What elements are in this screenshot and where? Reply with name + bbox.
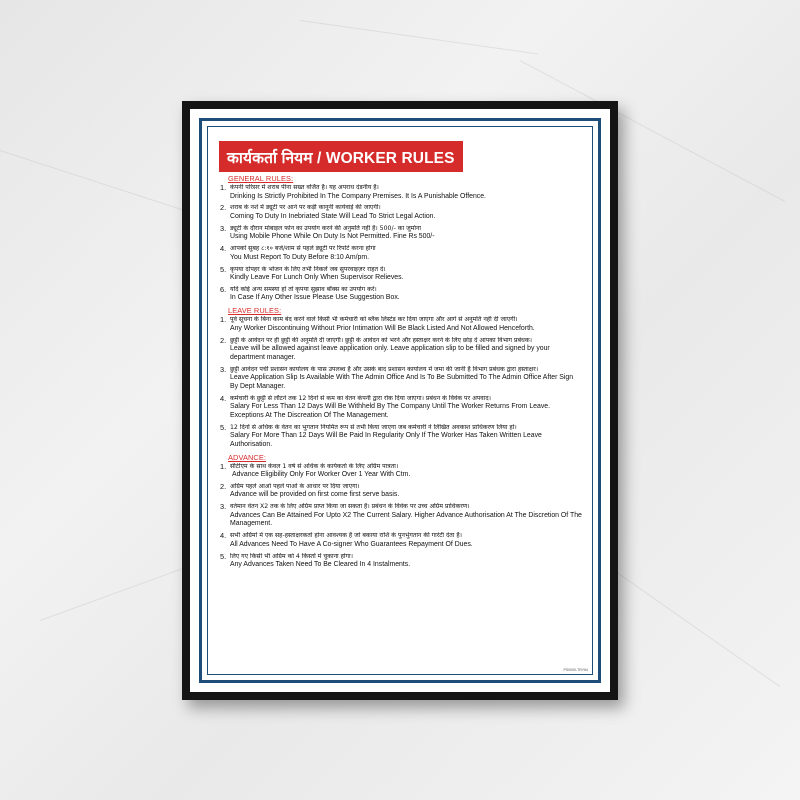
- marble-vein: [599, 560, 780, 687]
- rule-hindi-text: यदि कोई अन्य समस्या हो तो कृपया सुझाव बॉक्स का उपयोग करें।: [230, 285, 377, 293]
- rule-english-text: All Advances Need To Have A Co-signer Who Guarantees Repayment Of Dues.: [230, 540, 473, 548]
- rule-number: 5.: [220, 551, 227, 561]
- rule-hindi-text: अग्रिम पहले आओ पहले पाओ के आधार पर दिया जाएगा।: [230, 482, 360, 490]
- rule-number: 2.: [220, 481, 227, 491]
- rule-english-text: Salary For More Than 12 Days Will Be Paid In Regularity Only If The Worker Has Taken Written Leave Authorisation.: [230, 432, 542, 448]
- product-code: PS0000-TRY64: [563, 668, 588, 672]
- picture-frame: [182, 101, 618, 700]
- rule-english-text: Any Advances Taken Need To Be Cleared In 4 Instalments.: [230, 561, 411, 569]
- poster-title: कार्यकर्ता नियम / WORKER RULES: [219, 141, 463, 172]
- poster: [190, 109, 610, 692]
- rule-item: [220, 532, 582, 549]
- poster-outer-border: [199, 118, 601, 683]
- rule-item: [220, 424, 582, 450]
- marble-vein: [300, 20, 538, 54]
- rule-item: [220, 266, 582, 283]
- rule-english-text: Advances Can Be Attained For Upto X2 The Current Salary. Higher Advance Authorisation At The Discretion Of The Management.: [230, 511, 582, 528]
- rule-english-text: Using Mobile Phone While On Duty Is Not Permitted. Fine Rs 500/-: [230, 233, 435, 241]
- rules-sections: [220, 174, 582, 570]
- section-heading: ADVANCE:: [228, 452, 267, 462]
- rule-item: [220, 225, 582, 242]
- rule-number: 1.: [220, 461, 227, 471]
- rule-hindi-text: छुट्टी आवेदन पर्ची प्रशासन कार्यालय के पास उपलब्ध है और उसके बाद प्रशासन कार्यालय में जमा की जानी है विभाग प्रबंधक द्वारा हस्ताक्षर।: [230, 365, 539, 373]
- rule-number: 6.: [220, 284, 227, 294]
- rule-item: [220, 316, 582, 333]
- rule-english-text: Leave will be allowed against leave application only. Leave application slip to be filled and signed by your department manager.: [230, 345, 550, 361]
- rule-item: [220, 483, 582, 500]
- poster-content: [220, 141, 582, 666]
- rule-number: 2.: [220, 203, 227, 213]
- rule-english-text: Advance Eligibility Only For Worker Over 1 Year With Ctm.: [232, 471, 411, 479]
- rule-hindi-text: शराब के नशे में ड्यूटी पर आने पर कड़ी कानूनी कार्यवाई की जाएगी।: [230, 204, 381, 212]
- rule-english-text: Any Worker Discontinuing Without Prior Intimation Will Be Black Listed And Not Allowed Henceforth.: [230, 324, 535, 332]
- rule-hindi-text: 12 दिनों से अधिक के वेतन का भुगतान नियमित रूप से तभी किया जाएगा जब कर्मचारी ने लिखित अवकाश प्राधिकरण लिया हो।: [230, 423, 517, 431]
- rule-item: [220, 204, 582, 221]
- section-heading: LEAVE RULES:: [228, 306, 282, 316]
- rule-number: 3.: [220, 502, 227, 512]
- rule-hindi-text: वर्तमान वेतन X2 तक के लिए अग्रिम प्राप्त किया जा सकता है। प्रबंधन के विवेक पर उच्च अग्रिम प्राधिकरण।: [230, 503, 470, 511]
- rule-number: 3.: [220, 364, 227, 374]
- rule-number: 5.: [220, 264, 227, 274]
- rule-hindi-text: पूर्व सूचना के बिना काम बंद करने वाले किसी भी कर्मचारी को ब्लैक लिस्टेड कर दिया जाएगा और आगे से अनुमति नहीं दी जाएगी।: [230, 316, 518, 324]
- rule-hindi-text: आपको सुबह ८:१० बजे/शाम से पहले ड्यूटी पर रिपोर्ट करना होगा: [230, 245, 376, 253]
- rule-number: 4.: [220, 244, 227, 254]
- rule-item: [220, 286, 582, 303]
- poster-inner-border: [207, 126, 593, 675]
- rule-hindi-text: छुट्टी के आवेदन पर ही छुट्टी की अनुमति दी जाएगी। छुट्टी के आवेदन को भरने और हस्ताक्षर करने के लिए छोड़ दें आपका विभाग प्रबंधक।: [230, 336, 532, 344]
- rule-english-text: In Case If Any Other Issue Please Use Suggestion Box.: [230, 294, 400, 302]
- rule-hindi-text: सभी अग्रिमों में एक सह-हस्ताक्षरकर्ता होना आवश्यक है जो बकाया राशि के पुनर्भुगतान की गारंटी देता है।: [230, 532, 462, 540]
- rule-english-text: Coming To Duty In Inebriated State Will Lead To Strict Legal Action.: [230, 212, 436, 220]
- rule-hindi-text: कर्मचारी के छुट्टी से लौटने तक 12 दिनों से कम का वेतन कंपनी द्वारा रोक दिया जाएगा। प्रबंधन के विवेक पर अपवाद।: [230, 394, 491, 402]
- rule-english-text: Drinking Is Strictly Prohibited In The Company Premises. It Is A Punishable Offence.: [230, 192, 486, 200]
- rule-item: [220, 337, 582, 363]
- rule-hindi-text: लिए गए किसी भी अग्रिम को 4 किस्तों में चुकाना होगा।: [230, 552, 353, 560]
- rule-number: 5.: [220, 422, 227, 432]
- rule-number: 1.: [220, 315, 227, 325]
- rule-english-text: Salary For Less Than 12 Days Will Be Withheld By The Company Until The Worker Returns From Leave. Exceptions At The Discreation Of The Management.: [230, 403, 551, 419]
- rule-item: [220, 503, 582, 529]
- rule-item: [220, 553, 582, 570]
- rule-hindi-text: कंपनी परिसर में शराब पीना सख्त वर्जित है। यह अपराध दंडनीय है।: [230, 184, 379, 191]
- rule-item: [220, 366, 582, 392]
- rule-hindi-text: सीटीएम के साथ केवल 1 वर्ष से अधिक के कार्यकर्ता के लिए अग्रिम पात्रता।: [230, 462, 399, 470]
- rule-number: 4.: [220, 393, 227, 403]
- rule-item: [220, 245, 582, 262]
- rule-english-text: Leave Application Slip Is Available With The Admin Office And Is To Be Submitted To The Admin Office After Sign By Dept Manager.: [230, 374, 574, 390]
- rule-hindi-text: ड्यूटी के दौरान मोबाइल फोन का उपयोग करने की अनुमति नहीं है। 500/- का जुर्माना: [230, 224, 422, 232]
- rule-english-text: You Must Report To Duty Before 8:10 Am/pm.: [230, 253, 370, 261]
- rule-item: [220, 184, 582, 201]
- rule-item: [220, 395, 582, 421]
- rule-number: 3.: [220, 223, 227, 233]
- rule-english-text: Advance will be provided on first come first serve basis.: [230, 491, 400, 499]
- section-heading: GENERAL RULES:: [228, 174, 294, 183]
- rule-item: [220, 463, 582, 480]
- rule-number: 2.: [220, 335, 227, 345]
- rule-english-text: Kindly Leave For Lunch Only When Supervisor Relieves.: [230, 274, 404, 282]
- rule-hindi-text: कृपया दोपहर के भोजन के लिए तभी निकलें जब सुपरवाइज़र राहत दे।: [230, 265, 386, 273]
- rule-number: 1.: [220, 183, 227, 192]
- rule-number: 4.: [220, 531, 227, 541]
